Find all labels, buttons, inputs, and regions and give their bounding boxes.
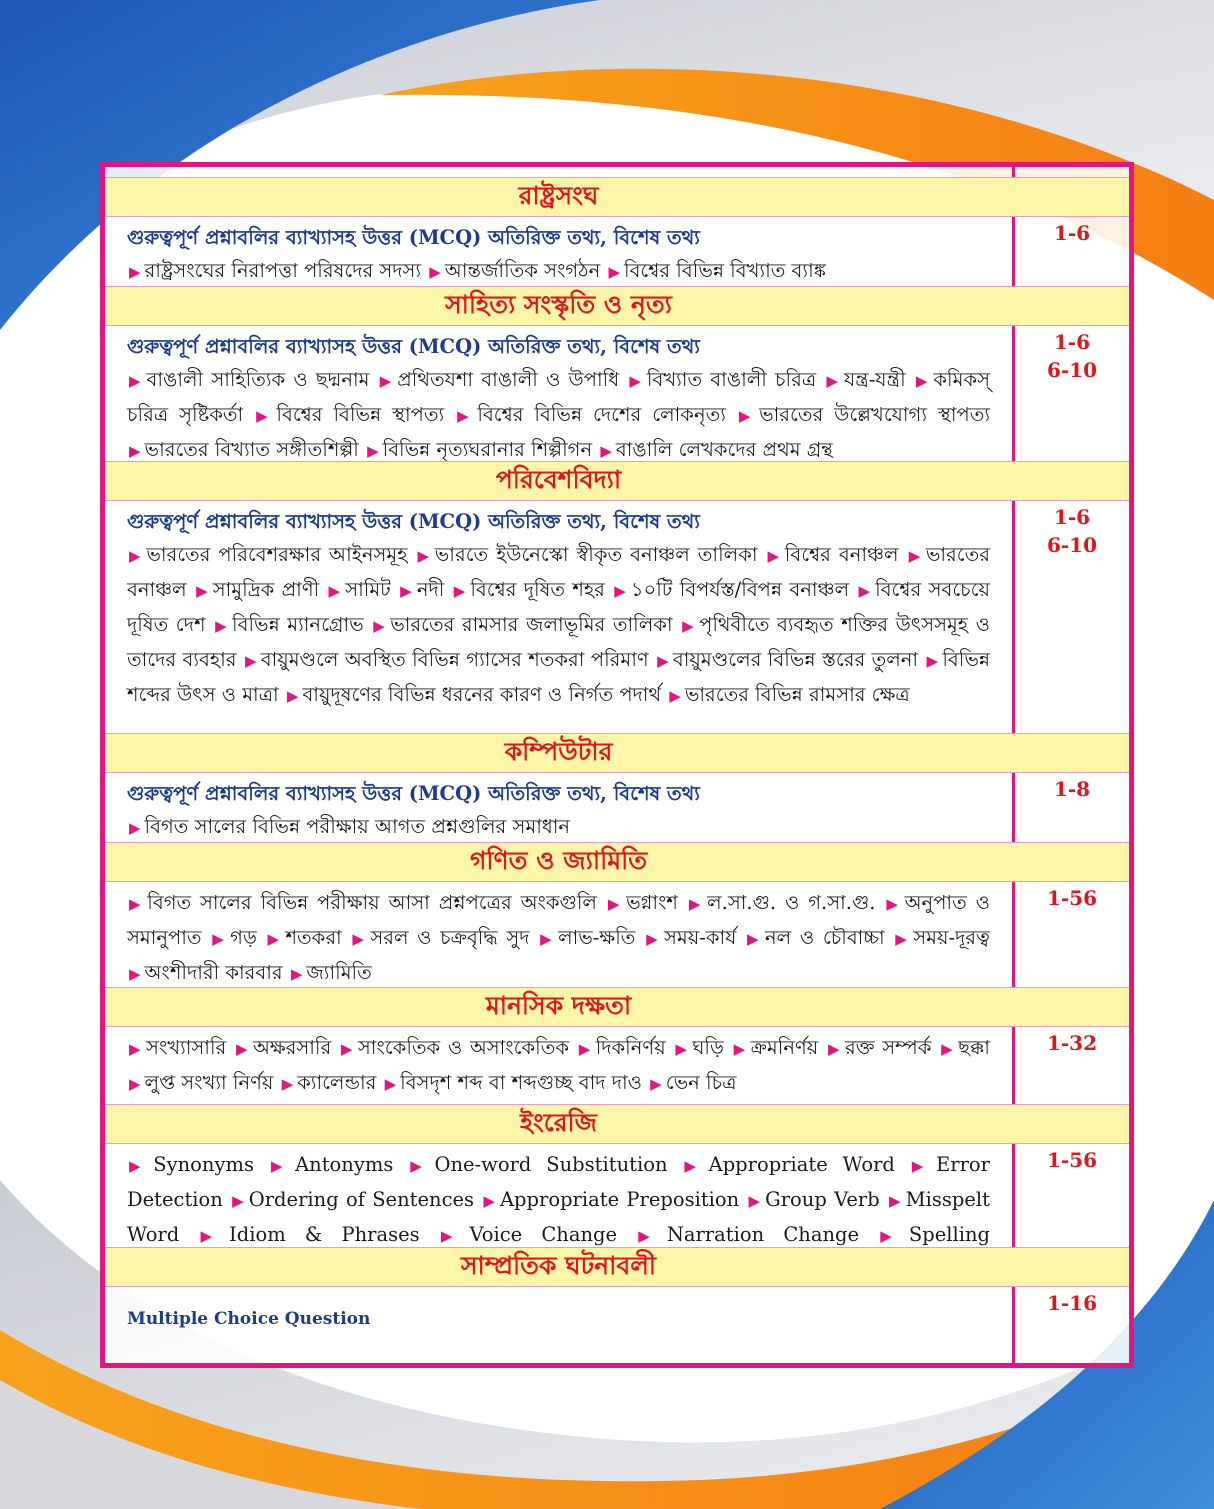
topic-item: Narration Change bbox=[666, 1223, 879, 1246]
triangle-right-icon: ▶ bbox=[826, 372, 840, 390]
section-header bbox=[105, 1104, 1129, 1144]
topic-item: রক্ত সম্পর্ক bbox=[844, 1036, 940, 1059]
topic-item: সরল ও চক্রবৃদ্ধি সুদ bbox=[370, 926, 539, 949]
section-content bbox=[127, 505, 990, 713]
triangle-right-icon: ▶ bbox=[215, 617, 229, 635]
topic-item: Misspelt Word bbox=[127, 1188, 990, 1246]
topic-item: ক্রমনির্ণয় bbox=[750, 1036, 826, 1059]
topic-list bbox=[127, 363, 990, 468]
topic-item: বাঙালী সাহিত্যিক ও ছদ্মনাম bbox=[146, 368, 378, 391]
topic-item: দিকনির্ণয় bbox=[595, 1036, 674, 1059]
topic-item: সময়-দূরত্ব bbox=[913, 926, 990, 949]
triangle-right-icon: ▶ bbox=[657, 652, 669, 670]
topic-item: Synonyms bbox=[153, 1153, 269, 1176]
triangle-right-icon: ▶ bbox=[747, 930, 761, 948]
topic-item: বিশ্বের সবচেয়ে দূষিত দেশ bbox=[127, 578, 991, 636]
triangle-right-icon: ▶ bbox=[650, 1075, 662, 1093]
topic-item: বিখ্যাত বাঙালী চরিত্র bbox=[646, 368, 825, 391]
triangle-right-icon: ▶ bbox=[129, 895, 144, 913]
section-body bbox=[105, 773, 1129, 842]
triangle-right-icon: ▶ bbox=[196, 582, 209, 600]
section-title: সাহিত্য সংস্কৃতি ও নৃত্য bbox=[445, 289, 672, 319]
triangle-right-icon: ▶ bbox=[880, 1227, 905, 1245]
triangle-right-icon: ▶ bbox=[244, 652, 257, 670]
triangle-right-icon: ▶ bbox=[281, 1075, 294, 1093]
topic-item: Spelling bbox=[908, 1223, 990, 1246]
topic-item: সাংকেতিক ও অসাংকেতিক bbox=[357, 1036, 577, 1059]
topic-item: ভগ্নাংশ bbox=[626, 891, 687, 914]
topic-item: Antonyms bbox=[295, 1153, 409, 1176]
section-header bbox=[105, 987, 1129, 1027]
section-header bbox=[105, 733, 1129, 773]
topic-item: লাভ-ক্ষতি bbox=[558, 926, 645, 949]
section-body bbox=[105, 217, 1129, 286]
topic-item: ভারতের উল্লেখযোগ্য স্থাপত্য bbox=[759, 403, 991, 426]
triangle-right-icon: ▶ bbox=[608, 263, 620, 281]
triangle-right-icon: ▶ bbox=[889, 1192, 902, 1210]
triangle-right-icon: ▶ bbox=[429, 263, 441, 281]
triangle-right-icon: ▶ bbox=[129, 442, 141, 460]
section-body bbox=[105, 501, 1129, 733]
topic-item: জ্যামিতি bbox=[306, 961, 372, 984]
triangle-right-icon: ▶ bbox=[328, 582, 342, 600]
section-title: পরিবেশবিদ্যা bbox=[495, 464, 622, 494]
page-numbers bbox=[1015, 503, 1129, 559]
section-body bbox=[105, 882, 1129, 987]
topic-item: বিশ্বের বনাঞ্চল bbox=[784, 543, 907, 566]
page-numbers bbox=[1015, 884, 1129, 912]
section-title: গণিত ও জ্যামিতি bbox=[469, 845, 648, 875]
triangle-right-icon: ▶ bbox=[379, 372, 394, 390]
section-title: রাষ্ট্রসংঘ bbox=[518, 180, 599, 210]
triangle-right-icon: ▶ bbox=[373, 617, 387, 635]
triangle-right-icon: ▶ bbox=[367, 442, 379, 460]
triangle-right-icon: ▶ bbox=[675, 1040, 689, 1058]
section-header bbox=[105, 1247, 1129, 1287]
topic-item: ল.সা.গু. ও গ.সা.গু. bbox=[707, 891, 885, 914]
section-header bbox=[105, 286, 1129, 326]
topic-item: বিশ্বের বিভিন্ন দেশের লোকনৃত্য bbox=[477, 403, 737, 426]
topic-item: Voice Change bbox=[469, 1223, 637, 1246]
topic-item: বিশ্বের বিভিন্ন স্থাপত্য bbox=[276, 403, 456, 426]
triangle-right-icon: ▶ bbox=[688, 895, 704, 913]
table-of-contents bbox=[100, 162, 1134, 1368]
topic-item: Appropriate Word bbox=[708, 1153, 910, 1176]
section-title: মানসিক দক্ষতা bbox=[485, 990, 632, 1020]
section-title: ইংরেজি bbox=[519, 1107, 598, 1137]
triangle-right-icon: ▶ bbox=[129, 372, 143, 390]
triangle-right-icon: ▶ bbox=[200, 1227, 226, 1245]
topic-item: পৃথিবীতে ব্যবহৃত শক্তির উৎসসমূহ ও তাদের ব্যবহার bbox=[127, 613, 990, 671]
section-body bbox=[105, 326, 1129, 461]
topic-item: বিশ্বের বিভিন্ন বিখ্যাত ব্যাঙ্ক bbox=[623, 259, 826, 282]
section-body bbox=[105, 1144, 1129, 1247]
topic-item: Appropriate Preposition bbox=[499, 1188, 747, 1211]
section-content bbox=[127, 1303, 990, 1336]
triangle-right-icon: ▶ bbox=[340, 1040, 354, 1058]
page-range: 1-6 bbox=[1053, 330, 1091, 354]
page-range: 1-6 bbox=[1053, 505, 1091, 529]
triangle-right-icon: ▶ bbox=[129, 1157, 150, 1175]
section-subtitle: গুরুত্বপূর্ণ প্রশ্নাবলির ব্যাখ্যাসহ উত্তর (MCQ) অতিরিক্ত তথ্য, বিশেষ তথ্য bbox=[127, 782, 700, 805]
triangle-right-icon: ▶ bbox=[290, 965, 303, 983]
topic-item: বাঙালি লেখকদের প্রথম গ্রন্থ bbox=[615, 438, 833, 461]
triangle-right-icon: ▶ bbox=[410, 1157, 431, 1175]
page-numbers bbox=[1015, 328, 1129, 384]
topic-item: ছক্কা bbox=[958, 1036, 990, 1059]
topic-item: নল ও চৌবাচ্চা bbox=[765, 926, 894, 949]
triangle-right-icon: ▶ bbox=[540, 930, 555, 948]
topic-item: ১০টি বিপর্যস্ত/বিপন্ন বনাঞ্চল bbox=[630, 578, 857, 601]
triangle-right-icon: ▶ bbox=[638, 1227, 663, 1245]
topic-item: বিগত সালের বিভিন্ন পরীক্ষায় আগত প্রশ্নগুলির সমাধান bbox=[144, 815, 571, 838]
topic-item: ভেন চিত্র bbox=[665, 1071, 737, 1094]
triangle-right-icon: ▶ bbox=[669, 687, 681, 705]
topic-item: অংশীদারী কারবার bbox=[144, 961, 289, 984]
topic-item: বিগত সালের বিভিন্ন পরীক্ষায় আসা প্রশ্নপত্রের অংকগুলি bbox=[147, 891, 606, 914]
section-content bbox=[127, 886, 990, 991]
topic-item: ভারতের বিখ্যাত সঙ্গীতশিল্পী bbox=[144, 438, 366, 461]
triangle-right-icon: ▶ bbox=[267, 930, 282, 948]
page-range: 6-10 bbox=[1046, 533, 1098, 557]
topic-item: আন্তর্জাতিক সংগঠন bbox=[444, 259, 607, 282]
triangle-right-icon: ▶ bbox=[457, 407, 474, 425]
topic-item: প্রথিতযশা বাঙালী ও উপাধি bbox=[397, 368, 628, 391]
topic-item: ভারতের বিভিন্ন রামসার ক্ষেত্র bbox=[684, 683, 910, 706]
section-body bbox=[105, 1287, 1129, 1363]
topic-item: Ordering of Sentences bbox=[248, 1188, 482, 1211]
triangle-right-icon: ▶ bbox=[926, 652, 939, 670]
section-content bbox=[127, 1031, 990, 1101]
triangle-right-icon: ▶ bbox=[767, 547, 781, 565]
section-title: কম্পিউটার bbox=[504, 736, 613, 766]
triangle-right-icon: ▶ bbox=[129, 1075, 141, 1093]
triangle-right-icon: ▶ bbox=[682, 617, 696, 635]
page-range: 1-6 bbox=[1053, 221, 1091, 245]
topic-item: নদী bbox=[416, 578, 452, 601]
triangle-right-icon: ▶ bbox=[483, 1192, 496, 1210]
topic-item: বায়ুমণ্ডলে অবস্থিত বিভিন্ন গ্যাসের শতকরা পরিমাণ bbox=[260, 648, 656, 671]
topic-item: অনুপাত ও সমানুপাত bbox=[127, 891, 990, 949]
section-subtitle: Multiple Choice Question bbox=[127, 1309, 371, 1329]
triangle-right-icon: ▶ bbox=[453, 582, 467, 600]
topic-item: ভারতে ইউনেস্কো স্বীকৃত বনাঞ্চল তালিকা bbox=[434, 543, 766, 566]
triangle-right-icon: ▶ bbox=[129, 965, 141, 983]
topic-item: কমিকস্ চরিত্র সৃষ্টিকর্তা bbox=[127, 368, 990, 426]
triangle-right-icon: ▶ bbox=[895, 930, 910, 948]
page-range: 1-56 bbox=[1046, 1148, 1098, 1172]
page-numbers bbox=[1015, 219, 1129, 247]
triangle-right-icon: ▶ bbox=[827, 1040, 841, 1058]
triangle-right-icon: ▶ bbox=[614, 582, 627, 600]
page-range: 1-32 bbox=[1046, 1031, 1098, 1055]
triangle-right-icon: ▶ bbox=[578, 1040, 592, 1058]
triangle-right-icon: ▶ bbox=[212, 930, 227, 948]
topic-item: বিভিন্ন শব্দের উৎস ও মাত্রা bbox=[127, 648, 990, 706]
topic-item: Idiom & Phrases bbox=[229, 1223, 439, 1246]
triangle-right-icon: ▶ bbox=[286, 687, 299, 705]
triangle-right-icon: ▶ bbox=[858, 582, 872, 600]
topic-item: সামিট bbox=[345, 578, 399, 601]
topic-item: সামুদ্রিক প্রাণী bbox=[212, 578, 327, 601]
triangle-right-icon: ▶ bbox=[600, 442, 612, 460]
triangle-right-icon: ▶ bbox=[400, 582, 413, 600]
section-subtitle: গুরুত্বপূর্ণ প্রশ্নাবলির ব্যাখ্যাসহ উত্তর (MCQ) অতিরিক্ত তথ্য, বিশেষ তথ্য bbox=[127, 226, 700, 249]
topic-item: যন্ত্র-যন্ত্রী bbox=[843, 368, 914, 391]
section-content bbox=[127, 777, 990, 845]
section-subtitle: গুরুত্বপূর্ণ প্রশ্নাবলির ব্যাখ্যাসহ উত্তর (MCQ) অতিরিক্ত তথ্য, বিশেষ তথ্য bbox=[127, 335, 700, 358]
topic-item: গড় bbox=[230, 926, 266, 949]
triangle-right-icon: ▶ bbox=[684, 1157, 705, 1175]
topic-item: ভারতের পরিবেশরক্ষার আইনসমূহ bbox=[146, 543, 416, 566]
topic-list bbox=[127, 886, 990, 991]
triangle-right-icon: ▶ bbox=[129, 819, 141, 837]
topic-item: বিশ্বের দূষিত শহর bbox=[470, 578, 613, 601]
page-range: 1-8 bbox=[1053, 777, 1091, 801]
triangle-right-icon: ▶ bbox=[915, 372, 930, 390]
triangle-right-icon: ▶ bbox=[384, 1075, 397, 1093]
topic-item: বায়ুমণ্ডলের বিভিন্ন স্তরের তুলনা bbox=[672, 648, 925, 671]
triangle-right-icon: ▶ bbox=[235, 1040, 249, 1058]
page-numbers bbox=[1015, 775, 1129, 803]
topic-item: ঘড়ি bbox=[692, 1036, 732, 1059]
triangle-right-icon: ▶ bbox=[270, 1157, 292, 1175]
section-header bbox=[105, 177, 1129, 217]
topic-item: অক্ষরসারি bbox=[252, 1036, 339, 1059]
triangle-right-icon: ▶ bbox=[129, 1040, 143, 1058]
page-numbers bbox=[1015, 1029, 1129, 1057]
topic-item: শতকরা bbox=[285, 926, 351, 949]
topic-item: বিসদৃশ শব্দ বা শব্দগুচ্ছ বাদ দাও bbox=[400, 1071, 649, 1094]
triangle-right-icon: ▶ bbox=[911, 1157, 933, 1175]
topic-item: ভারতের রামসার জলাভূমির তালিকা bbox=[390, 613, 681, 636]
triangle-right-icon: ▶ bbox=[941, 1040, 955, 1058]
section-header bbox=[105, 842, 1129, 882]
topic-item: বিভিন্ন ম্যানগ্রোভ bbox=[232, 613, 372, 636]
topic-item: Error Detection bbox=[127, 1153, 990, 1211]
section-body bbox=[105, 1027, 1129, 1104]
section-subtitle: গুরুত্বপূর্ণ প্রশ্নাবলির ব্যাখ্যাসহ উত্তর (MCQ) অতিরিক্ত তথ্য, বিশেষ তথ্য bbox=[127, 510, 700, 533]
page-range: 1-16 bbox=[1046, 1291, 1098, 1315]
triangle-right-icon: ▶ bbox=[738, 407, 756, 425]
triangle-right-icon: ▶ bbox=[417, 547, 431, 565]
triangle-right-icon: ▶ bbox=[733, 1040, 747, 1058]
topic-item: সময়-কার্য bbox=[664, 926, 746, 949]
page-numbers bbox=[1015, 1289, 1129, 1317]
topic-item: সংখ্যাসারি bbox=[146, 1036, 234, 1059]
page-range: 1-56 bbox=[1046, 886, 1098, 910]
topic-list bbox=[127, 538, 990, 713]
topic-item: রাষ্ট্রসংঘের নিরাপত্তা পরিষদের সদস্য bbox=[144, 259, 428, 282]
section-content bbox=[127, 330, 990, 468]
topic-list bbox=[127, 1031, 990, 1101]
triangle-right-icon: ▶ bbox=[646, 930, 661, 948]
triangle-right-icon: ▶ bbox=[908, 547, 922, 565]
triangle-right-icon: ▶ bbox=[129, 547, 143, 565]
triangle-right-icon: ▶ bbox=[129, 263, 141, 281]
topic-item: ভারতের বনাঞ্চল bbox=[127, 543, 990, 601]
page-numbers bbox=[1015, 1146, 1129, 1174]
page-range: 6-10 bbox=[1046, 358, 1098, 382]
triangle-right-icon: ▶ bbox=[748, 1192, 762, 1210]
section-title: সাম্প্রতিক ঘটনাবলী bbox=[460, 1250, 657, 1280]
triangle-right-icon: ▶ bbox=[256, 407, 273, 425]
topic-item: বায়ুদূষণের বিভিন্ন ধরনের কারণ ও নির্গত পদার্থ bbox=[302, 683, 668, 706]
triangle-right-icon: ▶ bbox=[440, 1227, 466, 1245]
topic-item: ক্যালেন্ডার bbox=[297, 1071, 383, 1094]
section-content bbox=[127, 221, 990, 289]
topic-item: লুপ্ত সংখ্যা নির্ণয় bbox=[144, 1071, 280, 1094]
section-header bbox=[105, 461, 1129, 501]
triangle-right-icon: ▶ bbox=[352, 930, 367, 948]
topic-item: বিভিন্ন নৃত্যঘরানার শিল্পীগন bbox=[382, 438, 599, 461]
triangle-right-icon: ▶ bbox=[607, 895, 623, 913]
triangle-right-icon: ▶ bbox=[886, 895, 901, 913]
topic-item: Group Verb bbox=[765, 1188, 888, 1211]
topic-item: One-word Substitution bbox=[434, 1153, 683, 1176]
triangle-right-icon: ▶ bbox=[232, 1192, 245, 1210]
triangle-right-icon: ▶ bbox=[629, 372, 643, 390]
